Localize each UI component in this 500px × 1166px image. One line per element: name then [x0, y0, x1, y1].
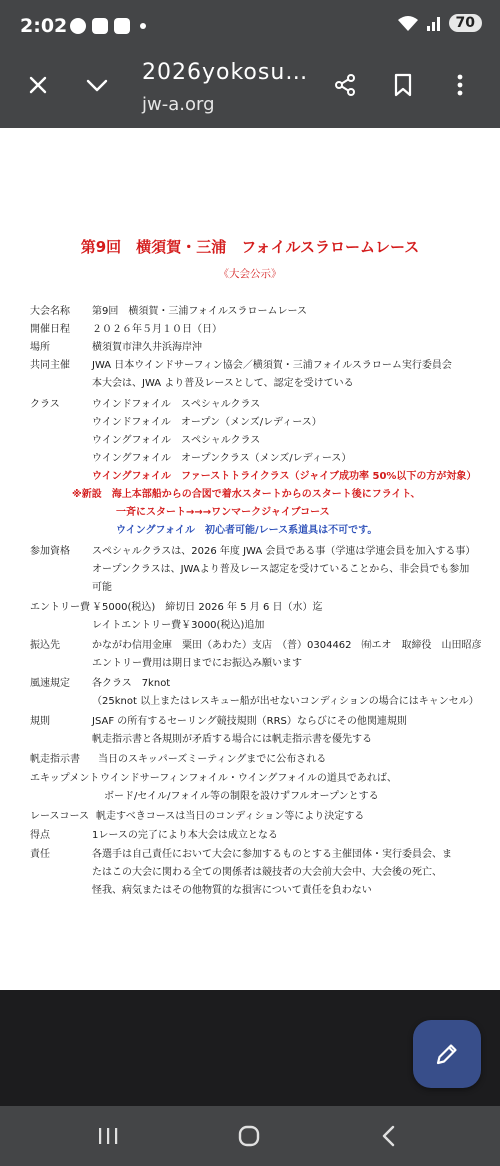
status-time: 2:02 — [20, 15, 68, 37]
row-course: レースコース 帆走すべきコースは当日のコンディション等により決定する — [30, 811, 365, 822]
home-button[interactable] — [229, 1118, 269, 1154]
recents-icon — [97, 1127, 119, 1145]
chevron-down-icon — [86, 78, 108, 92]
navigation-bar — [0, 1106, 500, 1166]
close-button[interactable] — [18, 65, 58, 105]
row-equipment-2: ボード/セイル/フォイル等の制限を設けずフルオープンとする — [104, 791, 379, 802]
photos-icon — [92, 18, 108, 34]
more-options-button[interactable] — [440, 65, 480, 105]
instagram-icon — [114, 18, 130, 34]
row-class-2: ウインドフォイル オープン（メンズ/レディース） — [92, 417, 322, 428]
row-class-first-try: ウイングフォイル ファーストトライクラス（ジャイブ成功率 50%以下の方が対象） — [92, 471, 477, 482]
pdf-page[interactable] — [0, 128, 500, 990]
page-title: 2026yokosu… — [142, 60, 309, 85]
edit-icon — [434, 1041, 460, 1067]
page-url[interactable]: jw-a.org — [142, 94, 215, 115]
row-class: クラス ウインドフォイル スペシャルクラス — [30, 399, 261, 410]
row-organizer: 共同主催 JWA 日本ウインドサーフィン協会／横須賀・三浦フォイルスラローム実行委員会 — [30, 360, 452, 371]
close-icon — [28, 75, 48, 95]
row-eligibility: 参加資格 スペシャルクラスは、2026 年度 JWA 会員である事（学連は学連会員を加入する事） — [30, 546, 476, 557]
document-subtitle: 《大会公示》 — [218, 268, 282, 280]
row-eligibility-2: オープンクラスは、JWAより普及レース認定を受けていることから、非会員でも参加 — [92, 564, 470, 575]
row-beginner-note: ウイングフォイル 初心者可能/レース系道具は不可です。 — [116, 525, 378, 536]
row-bank: 振込先 かながわ信用金庫 粟田（あわた）支店 （普）0304462 ㈲エオ 取締役 山田昭彦 — [30, 640, 482, 651]
row-eligibility-3: 可能 — [92, 582, 112, 593]
row-event-name: 大会名称 第9回 横須賀・三浦フォイルスラロームレース — [30, 306, 308, 317]
system-icons — [397, 14, 482, 32]
row-class-4: ウイングフォイル オープンクラス（メンズ/レディース） — [92, 453, 352, 464]
row-venue: 場所 横須賀市津久井浜海岸沖 — [30, 342, 202, 353]
row-scoring: 得点 1レースの完了により本大会は成立となる — [30, 830, 278, 841]
row-liability-3: 怪我、病気またはその他物質的な損害について責任を負わない — [92, 885, 372, 896]
row-date: 開催日程 ２０２６年５月１０日（日） — [30, 324, 222, 335]
row-new-note-2: 一斉にスタート→→→ワンマークジャイブコース — [116, 507, 330, 518]
edit-button[interactable] — [413, 1020, 481, 1088]
battery-indicator: 70 — [449, 14, 482, 32]
bookmark-icon — [393, 73, 413, 97]
row-liability: 責任 各選手は自己責任において大会に参加するものとする主催団体・実行委員会、ま — [30, 849, 452, 860]
back-button[interactable] — [369, 1118, 409, 1154]
share-button[interactable] — [325, 65, 365, 105]
row-wind: 風速規定 各クラス 7knot — [30, 678, 171, 689]
row-late-fee: レイトエントリー費￥3000(税込)追加 — [92, 620, 265, 631]
row-new-note: ※新設 海上本部船からの合図で着水スタートからのスタート後にフライト、 — [72, 489, 421, 500]
row-rules: 規則 JSAF の所有するセーリング競技規則（RRS）ならびにその他関連規則 — [30, 716, 407, 727]
more-notifications-dot — [140, 23, 146, 29]
back-icon — [381, 1125, 397, 1147]
more-icon — [457, 73, 463, 97]
browser-toolbar — [0, 58, 500, 128]
row-sailing-instructions: 帆走指示書 当日のスキッパーズミーティングまでに公布される — [30, 754, 327, 765]
home-icon — [237, 1124, 261, 1148]
recents-button[interactable] — [88, 1118, 128, 1154]
status-bar — [0, 0, 500, 58]
notification-icons — [70, 18, 146, 34]
row-bank-note: エントリー費用は期日までにお振込み願います — [92, 658, 302, 669]
row-entry-fee: エントリー費 ￥5000(税込) 締切日 2026 年 5 月 6 日（水）迄 — [30, 602, 323, 613]
wifi-icon — [397, 15, 419, 31]
row-wind-note: （25knot 以上またはレスキュー船が出せないコンディションの場合にはキャンセル） — [92, 696, 479, 707]
bookmark-button[interactable] — [383, 65, 423, 105]
signal-icon — [427, 15, 441, 31]
share-icon — [333, 73, 357, 97]
row-rules-2: 帆走指示書と各規則が矛盾する場合には帆走指示書を優先する — [92, 734, 372, 745]
row-equipment: エキップメント ウインドサーフィンフォイル・ウイングフォイルの道具であれば、 — [30, 773, 397, 784]
row-organizer-note: 本大会は、JWA より普及レースとして、認定を受けている — [92, 378, 354, 389]
row-liability-2: たはこの大会に関わる全ての関係者は競技者の大会前大会中、大会後の死亡、 — [92, 867, 442, 878]
facebook-icon — [70, 18, 86, 34]
row-class-3: ウイングフォイル スペシャルクラス — [92, 435, 261, 446]
document-title: 第9回 横須賀・三浦 フォイルスラロームレース — [80, 238, 420, 256]
minimize-button[interactable] — [77, 65, 117, 105]
